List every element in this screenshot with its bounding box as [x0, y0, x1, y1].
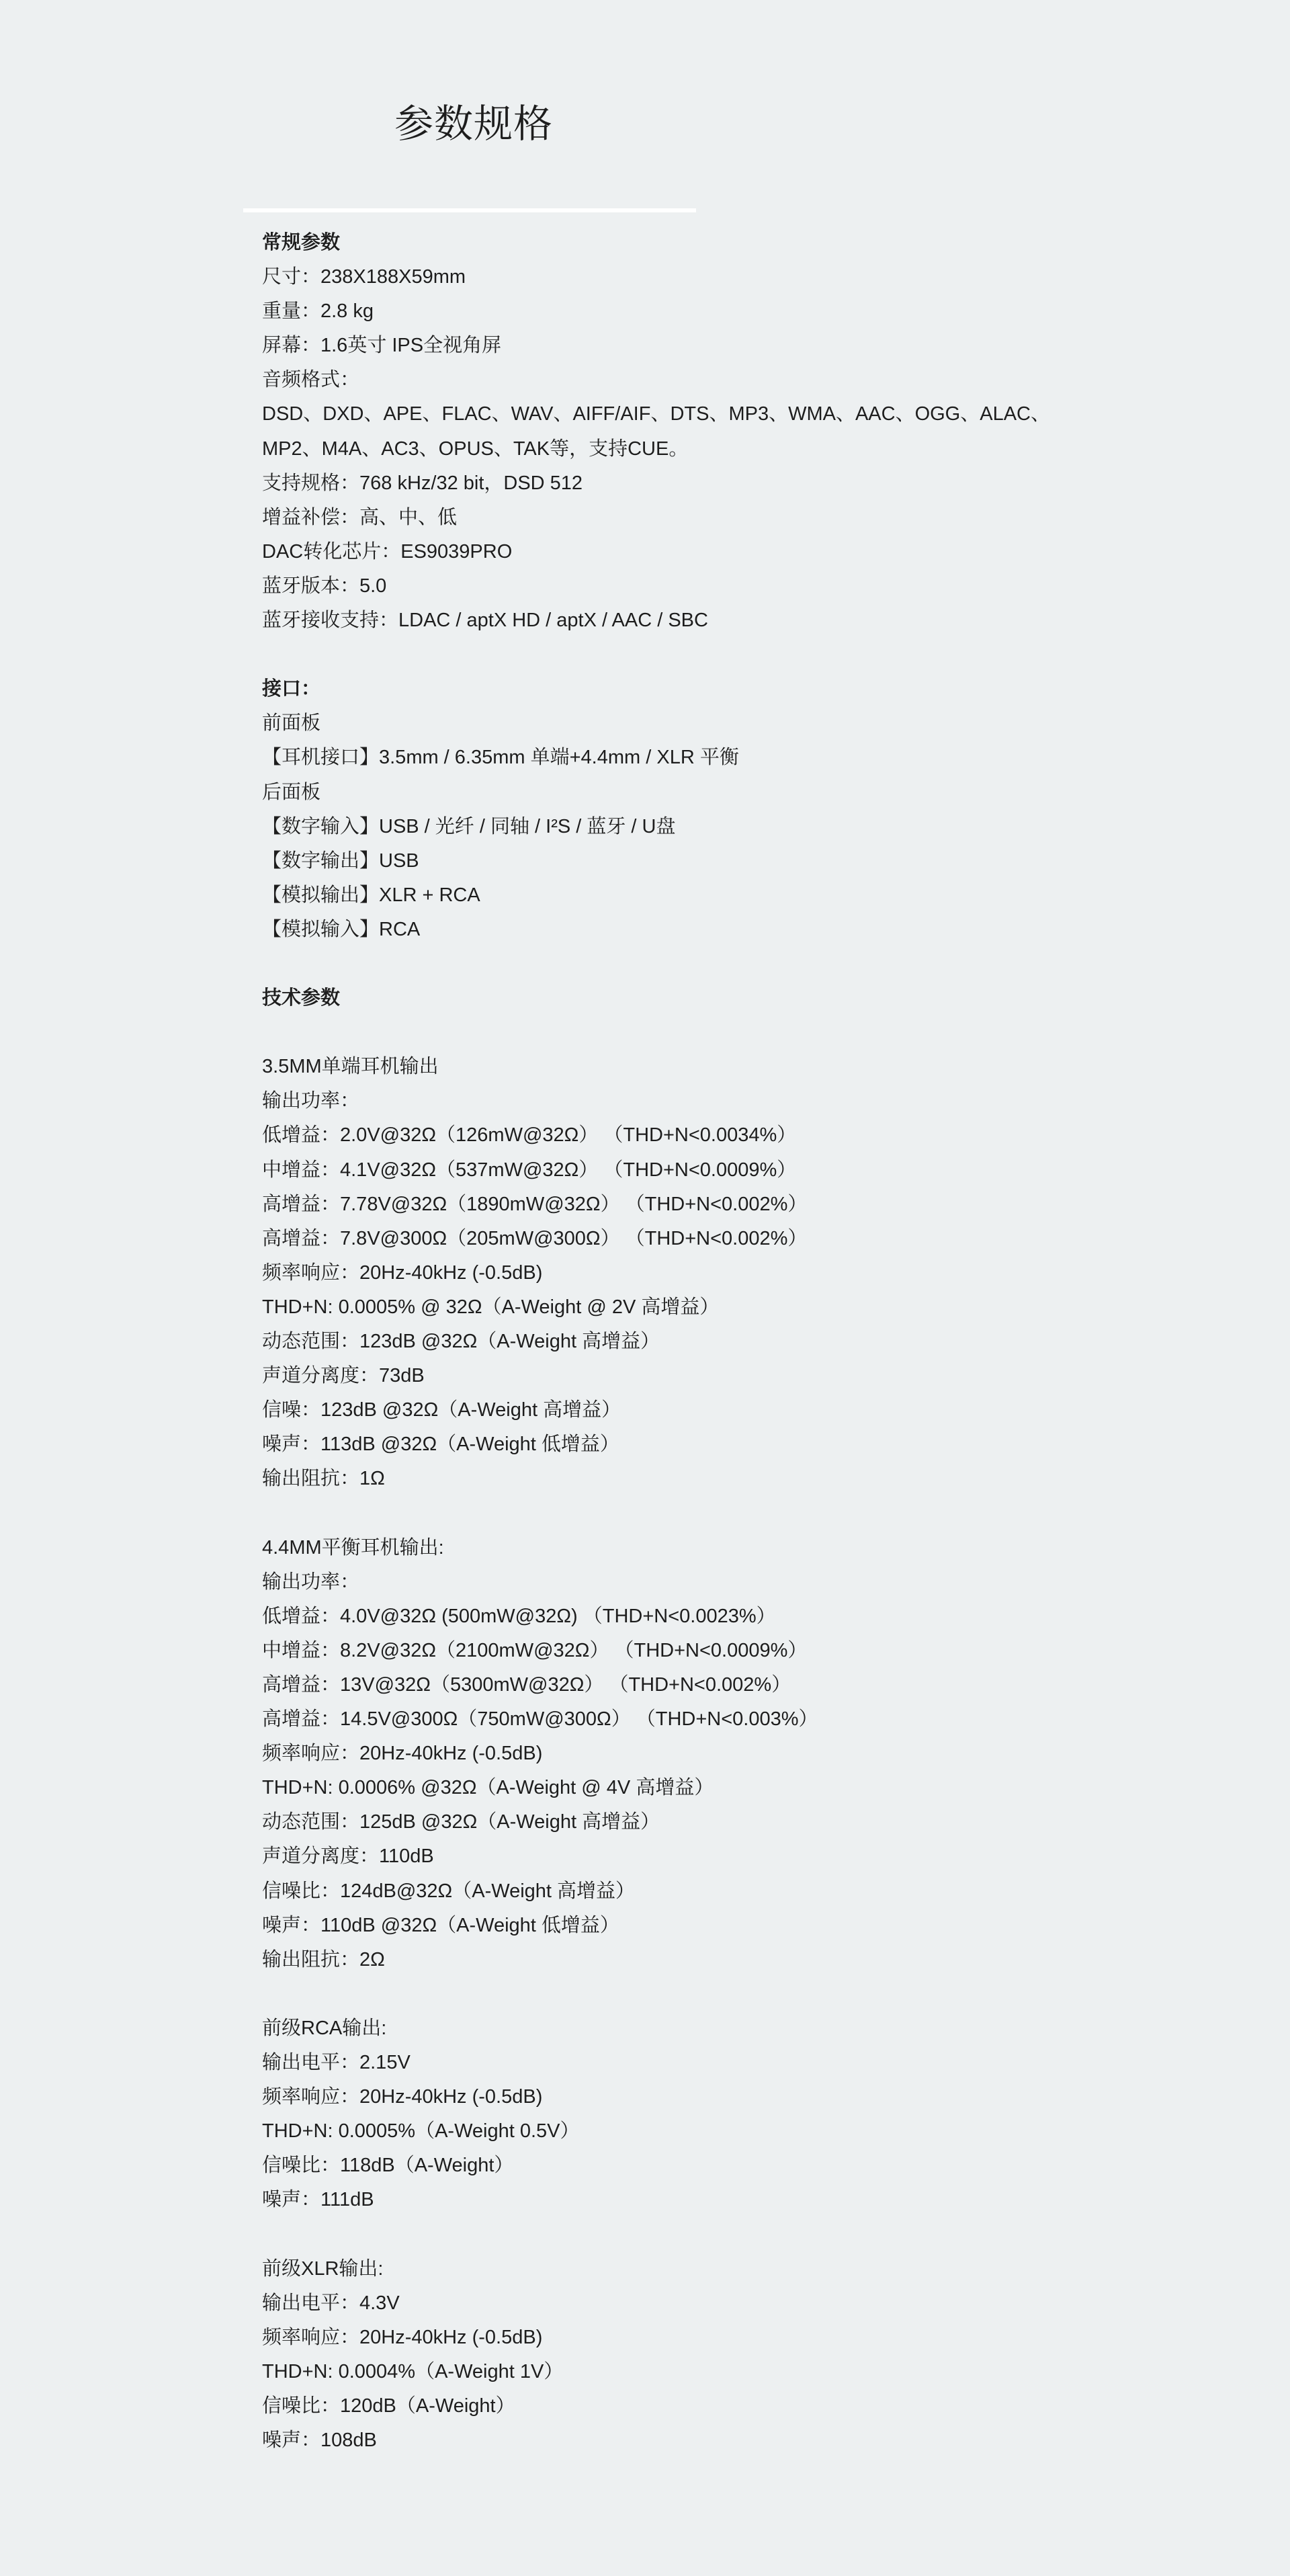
- spec-line: 高增益：14.5V@300Ω（750mW@300Ω） （THD+N<0.003%）: [262, 1708, 818, 1731]
- spec-line: 频率响应：20Hz-40kHz (-0.5dB): [262, 1743, 543, 1765]
- section-heading: 技术参数: [262, 987, 341, 1009]
- spec-line: 输出阻抗：1Ω: [262, 1468, 385, 1490]
- spec-line: 动态范围：123dB @32Ω（A-Weight 高增益）: [262, 1331, 660, 1352]
- spec-line: 动态范围：125dB @32Ω（A-Weight 高增益）: [262, 1811, 660, 1833]
- spec-line: THD+N: 0.0006% @32Ω（A-Weight @ 4V 高增益）: [262, 1777, 714, 1799]
- spec-line: 【耳机接口】3.5mm / 6.35mm 单端+4.4mm / XLR 平衡: [262, 747, 739, 769]
- spec-line: 输出功率：: [262, 1090, 360, 1112]
- spec-line: 屏幕：1.6英寸 IPS全视角屏: [262, 335, 502, 357]
- spec-line: DAC转化芯片：ES9039PRO: [262, 540, 513, 563]
- spec-line: MP2、M4A、AC3、OPUS、TAK等，支持CUE。: [262, 438, 689, 460]
- spec-line: 高增益：7.78V@32Ω（1890mW@32Ω） （THD+N<0.002%）: [262, 1193, 808, 1215]
- spec-line: 输出电平：2.15V: [262, 2051, 411, 2073]
- spec-line: 频率响应：20Hz-40kHz (-0.5dB): [262, 2326, 543, 2348]
- spec-line: DSD、DXD、APE、FLAC、WAV、AIFF/AIF、DTS、MP3、WMA、AAC、OGG、ALAC、: [262, 403, 1050, 425]
- page-title: 参数规格: [394, 102, 554, 146]
- spec-line: 蓝牙接收支持：LDAC / aptX HD / aptX / AAC / SBC: [262, 610, 708, 632]
- spec-line: 后面板: [262, 781, 321, 803]
- spec-line: 声道分离度：110dB: [262, 1845, 434, 1868]
- spec-line: 【模拟输出】XLR + RCA: [262, 884, 480, 906]
- spec-content: [262, 226, 1068, 2458]
- spec-line: 信噪比：120dB（A-Weight）: [262, 2395, 515, 2417]
- spec-line: 信噪比：118dB（A-Weight）: [262, 2155, 514, 2177]
- spec-line: 低增益：2.0V@32Ω（126mW@32Ω） （THD+N<0.0034%）: [262, 1124, 797, 1147]
- spec-line: 前级RCA输出:: [262, 2017, 387, 2039]
- spec-line: 频率响应：20Hz-40kHz (-0.5dB): [262, 1261, 543, 1284]
- spec-line: 【数字输出】USB: [262, 849, 419, 872]
- spec-section-tech-params-heading: [262, 981, 1068, 1015]
- spec-line: 高增益：13V@32Ω（5300mW@32Ω） （THD+N<0.002%）: [262, 1673, 791, 1696]
- spec-line: 增益补偿：高、中、低: [262, 506, 458, 528]
- spec-line: 信噪比：124dB@32Ω（A-Weight 高增益）: [262, 1880, 636, 1902]
- spec-line: 噪声：113dB @32Ω（A-Weight 低增益）: [262, 1434, 619, 1456]
- spec-line: 中增益：8.2V@32Ω（2100mW@32Ω） （THD+N<0.0009%）: [262, 1639, 808, 1661]
- spec-line: 支持规格：768 kHz/32 bit，DSD 512: [262, 472, 583, 494]
- title-divider: [243, 208, 696, 212]
- spec-line: 频率响应：20Hz-40kHz (-0.5dB): [262, 2086, 543, 2108]
- spec-section-headphone-out-3-5mm: [262, 1050, 1068, 1496]
- spec-line: 4.4MM平衡耳机输出:: [262, 1536, 444, 1559]
- spec-line: 噪声：111dB: [262, 2189, 374, 2211]
- spec-line: 前面板: [262, 712, 321, 735]
- section-heading: 常规参数: [262, 232, 341, 253]
- spec-section-interfaces: [262, 672, 1068, 947]
- spec-line: 前级XLR输出:: [262, 2257, 384, 2280]
- spec-section-headphone-out-4-4mm: [262, 1531, 1068, 1977]
- spec-line: 噪声：110dB @32Ω（A-Weight 低增益）: [262, 1914, 619, 1936]
- spec-line: 输出功率：: [262, 1571, 360, 1593]
- spec-line: 信噪：123dB @32Ω（A-Weight 高增益）: [262, 1399, 621, 1421]
- spec-line: THD+N: 0.0004%（A-Weight 1V）: [262, 2360, 564, 2382]
- spec-line: 蓝牙版本：5.0: [262, 575, 387, 597]
- spec-line: 音频格式：: [262, 369, 360, 391]
- spec-line: THD+N: 0.0005% @ 32Ω（A-Weight @ 2V 高增益）: [262, 1296, 720, 1318]
- spec-line: 声道分离度：73dB: [262, 1365, 425, 1387]
- spec-line: THD+N: 0.0005%（A-Weight 0.5V）: [262, 2120, 580, 2143]
- spec-line: 输出电平：4.3V: [262, 2292, 400, 2314]
- spec-line: 3.5MM单端耳机输出: [262, 1056, 439, 1078]
- spec-line: 尺寸：238X188X59mm: [262, 266, 466, 288]
- spec-line: 低增益：4.0V@32Ω (500mW@32Ω) （THD+N<0.0023%）: [262, 1605, 776, 1627]
- spec-section-preamp-rca-out: [262, 2011, 1068, 2218]
- spec-line: 【模拟输入】RCA: [262, 918, 421, 940]
- spec-section-general: [262, 226, 1068, 638]
- spec-section-preamp-xlr-out: [262, 2252, 1068, 2458]
- section-heading: 接口：: [262, 678, 321, 700]
- spec-line: 输出阻抗：2Ω: [262, 1948, 385, 1970]
- spec-line: 噪声：108dB: [262, 2429, 377, 2451]
- spec-line: 中增益：4.1V@32Ω（537mW@32Ω） （THD+N<0.0009%）: [262, 1159, 797, 1181]
- spec-line: 高增益：7.8V@300Ω（205mW@300Ω） （THD+N<0.002%）: [262, 1227, 808, 1249]
- spec-line: 重量：2.8 kg: [262, 300, 374, 323]
- spec-line: 【数字输入】USB / 光纤 / 同轴 / I²S / 蓝牙 / U盘: [262, 815, 676, 837]
